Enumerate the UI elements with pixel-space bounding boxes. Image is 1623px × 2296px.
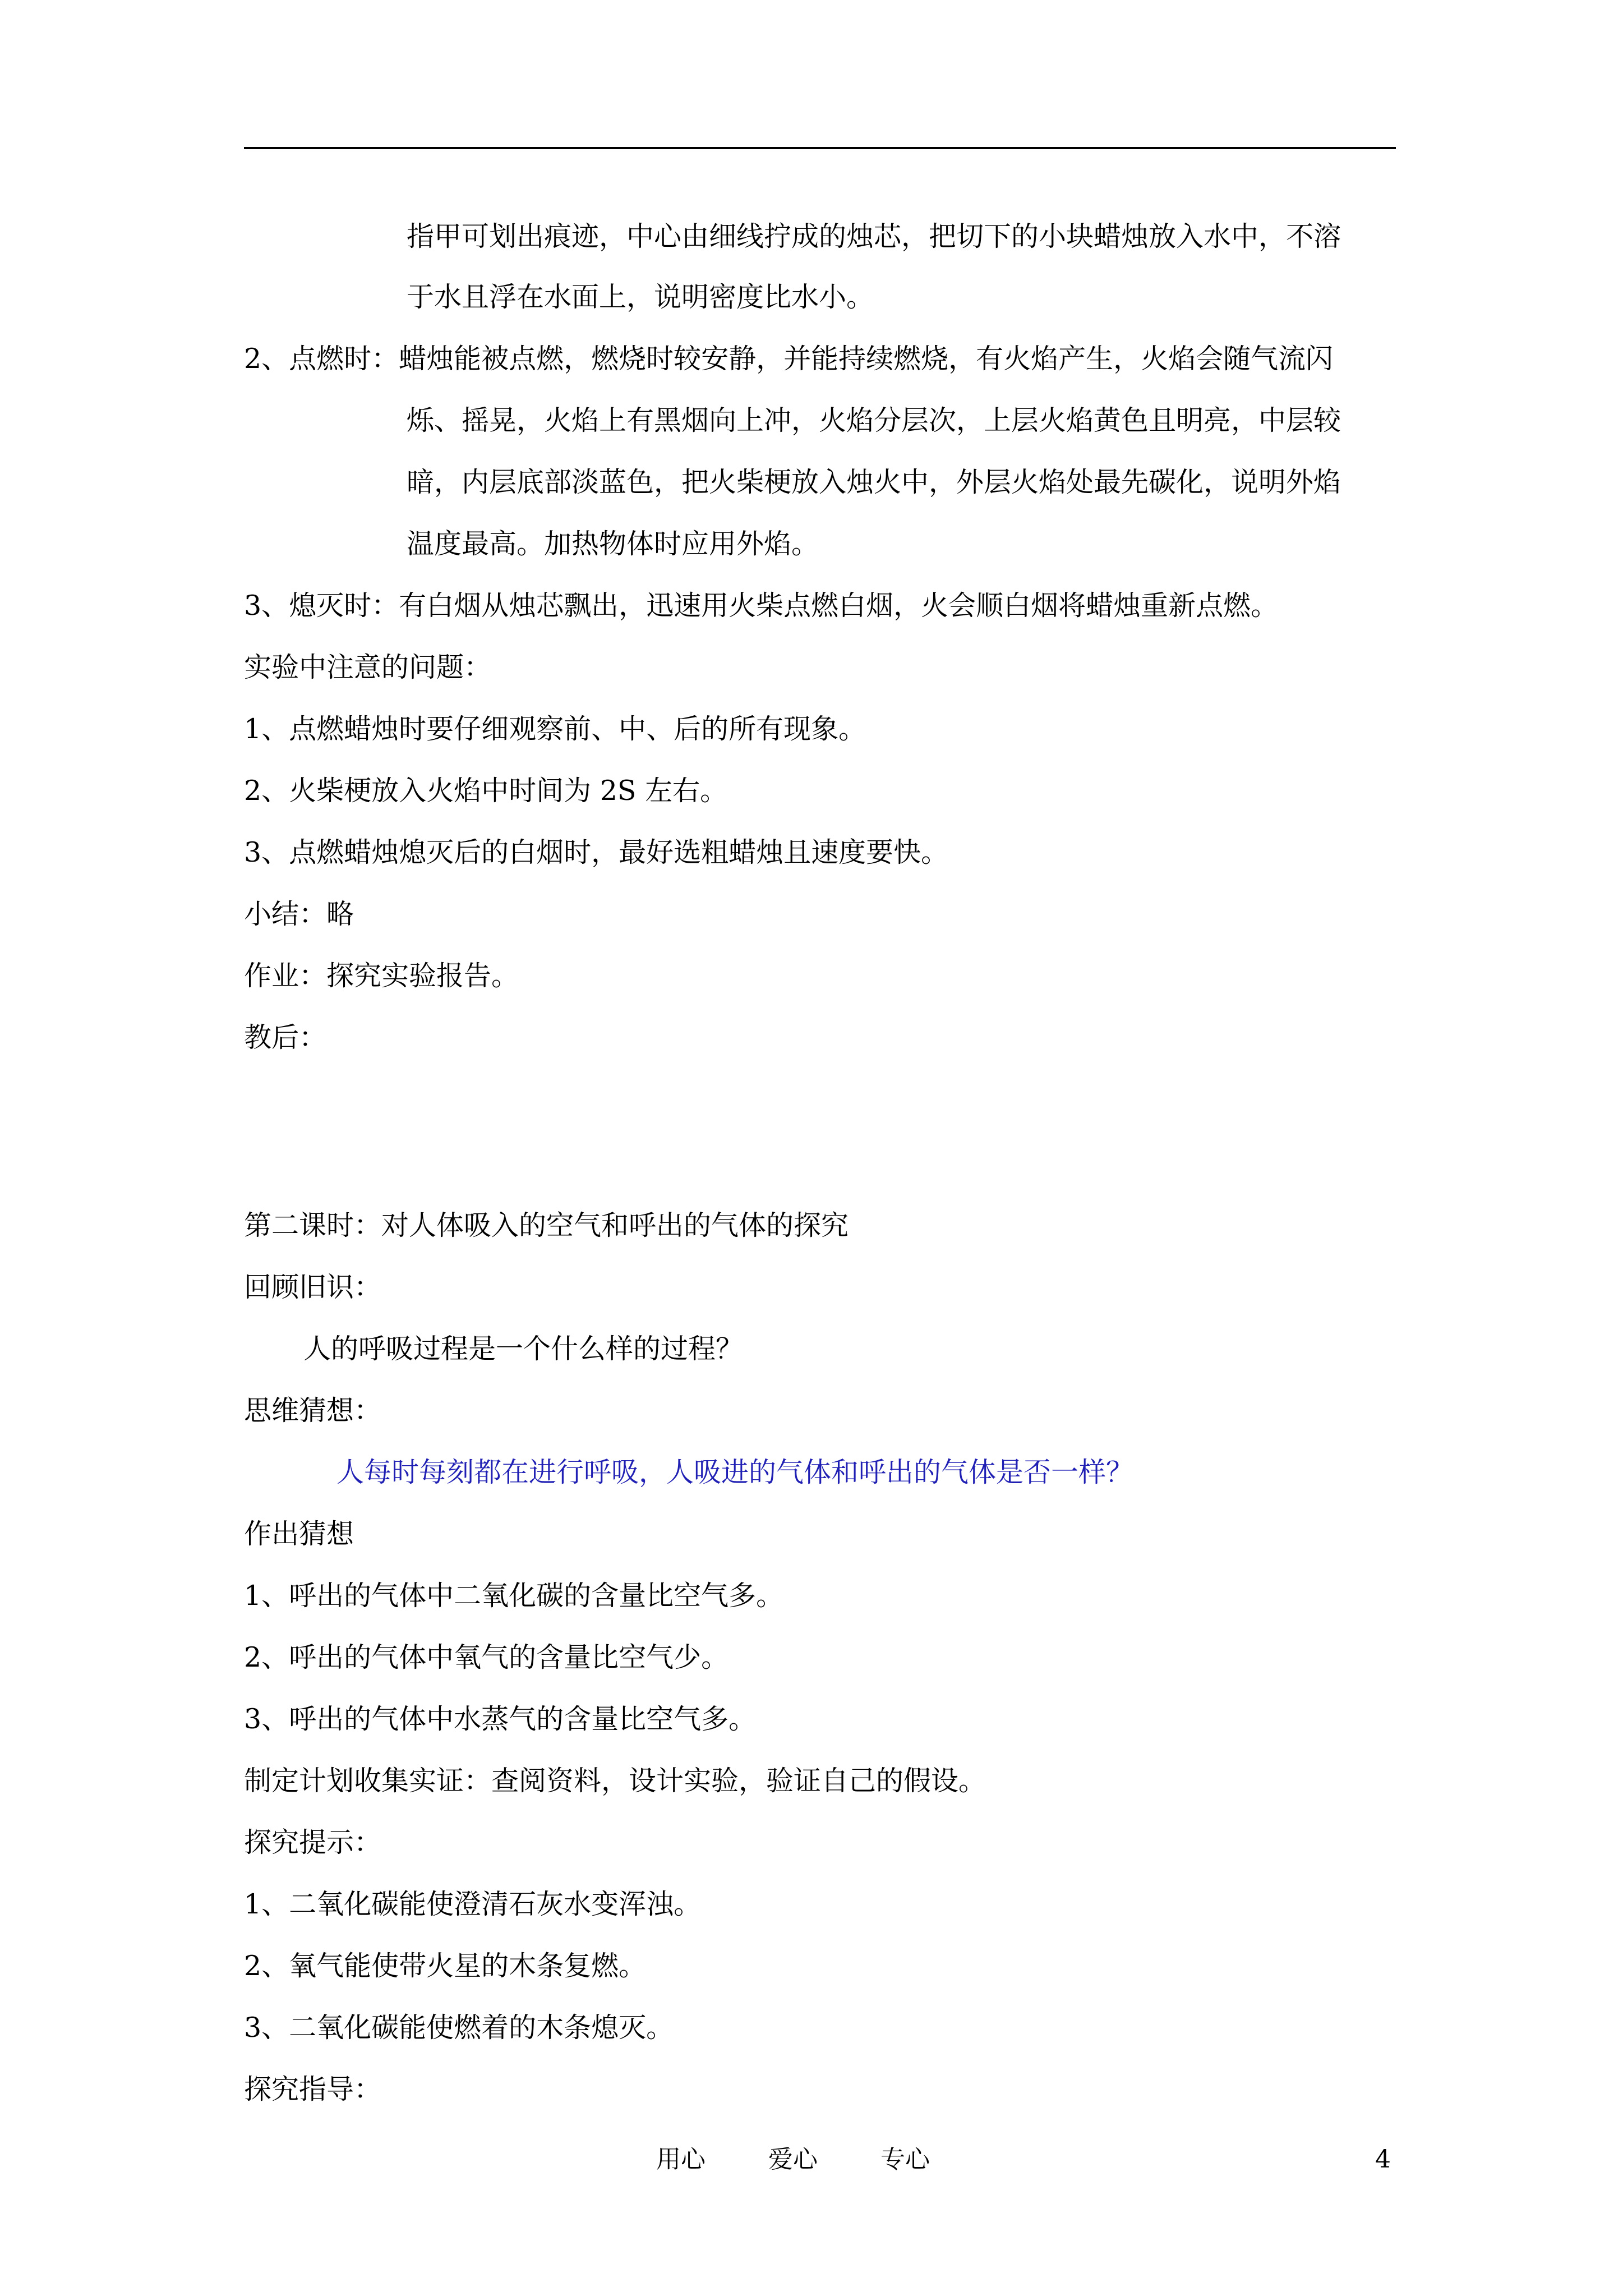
section-heading: 实验中注意的问题： [244, 651, 492, 683]
text-line: 教后： [244, 1022, 327, 1053]
section-heading: 思维猜想： [244, 1395, 382, 1427]
text-line: 烁、摇晃，火焰上有黑烟向上冲，火焰分层次，上层火焰黄色且明亮，中层较 [407, 404, 1341, 436]
text-line: 1、点燃蜡烛时要仔细观察前、中、后的所有现象。 [244, 713, 866, 745]
guiding-question: 人每时每刻都在进行呼吸，人吸进的气体和呼出的气体是否一样？ [336, 1456, 1134, 1488]
text-line: 2、火柴梗放入火焰中时间为 2S 左右。 [244, 775, 728, 807]
section-heading: 回顾旧识： [244, 1271, 382, 1303]
text-line: 3、二氧化碳能使燃着的木条熄灭。 [244, 2012, 674, 2044]
text-line: 2、呼出的气体中氧气的含量比空气少。 [244, 1641, 729, 1673]
footer-motto: 爱心 [768, 2145, 818, 2174]
text-line: 温度最高。加热物体时应用外焰。 [407, 528, 819, 560]
text-line: 小结：略 [244, 898, 354, 930]
text-line: 暗，内层底部淡蓝色，把火柴梗放入烛火中，外层火焰处最先碳化，说明外焰 [407, 466, 1341, 498]
section-heading: 作出猜想 [244, 1518, 354, 1550]
page-number: 4 [1375, 2145, 1391, 2174]
header-rule [244, 147, 1396, 149]
text-line: 作业：探究实验报告。 [244, 960, 519, 992]
text-line: 3、熄灭时：有白烟从烛芯飘出，迅速用火柴点燃白烟，火会顺白烟将蜡烛重新点燃。 [244, 590, 1279, 622]
text-line: 1、二氧化碳能使澄清石灰水变浑浊。 [244, 1888, 702, 1920]
text-line: 于水且浮在水面上，说明密度比水小。 [407, 281, 874, 313]
lesson-title: 第二课时：对人体吸入的空气和呼出的气体的探究 [244, 1209, 849, 1241]
text-line: 制定计划收集实证：查阅资料，设计实验，验证自己的假设。 [244, 1765, 986, 1797]
footer-motto: 专心 [880, 2145, 930, 2174]
text-line: 指甲可划出痕迹，中心由细线拧成的烛芯，把切下的小块蜡烛放入水中，不溶 [407, 220, 1341, 252]
section-heading: 探究指导： [244, 2073, 382, 2105]
text-line: 人的呼吸过程是一个什么样的过程？ [303, 1333, 744, 1365]
text-line: 3、呼出的气体中水蒸气的含量比空气多。 [244, 1703, 757, 1735]
text-line: 1、呼出的气体中二氧化碳的含量比空气多。 [244, 1580, 784, 1612]
text-line: 3、点燃蜡烛熄灭后的白烟时，最好选粗蜡烛且速度要快。 [244, 836, 949, 868]
text-line: 2、点燃时：蜡烛能被点燃，燃烧时较安静，并能持续燃烧，有火焰产生，火焰会随气流闪 [244, 343, 1334, 375]
section-heading: 探究提示： [244, 1826, 382, 1858]
footer-motto: 用心 [656, 2145, 706, 2174]
text-line: 2、氧气能使带火星的木条复燃。 [244, 1950, 647, 1982]
